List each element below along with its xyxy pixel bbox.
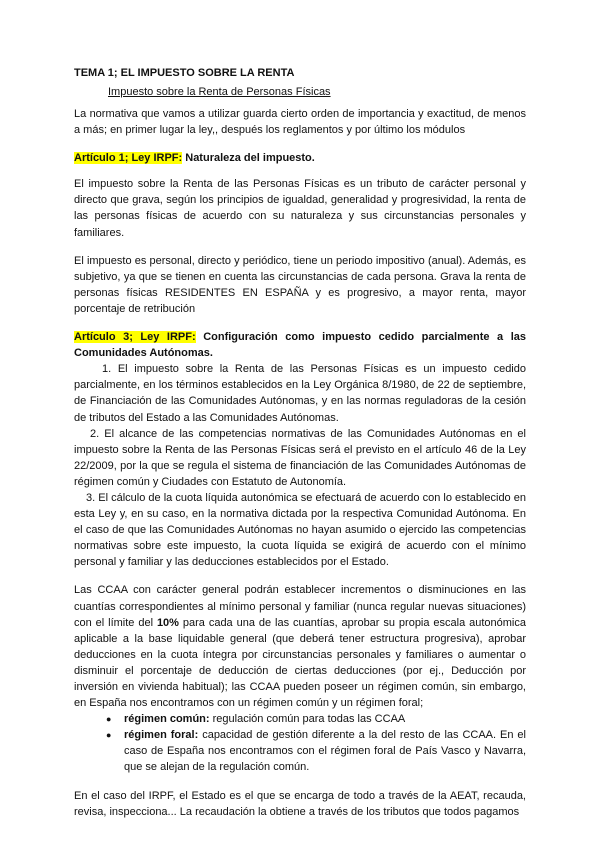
regime-list bbox=[74, 711, 526, 775]
ccaa-text-pre: Las CCAA con carácter general podrán establecer incrementos o disminuciones en las cuantías correspondientes al mínimo personal y familiar (nunca regular nuevas situaciones) con el límite del bbox=[74, 584, 526, 629]
article-3-item-1: 1. El impuesto sobre la Renta de las Personas Físicas es un impuesto cedido parcialmente, en los términos establecidos en la Ley Orgánica 8/1980, de 22 de septiembre, de Financiación de las Comunidades Autónomas, y en las normas reguladoras de la cesión de tributos del Estado a las Comunidades Autónomas. bbox=[74, 363, 526, 424]
bullet-dot-icon: ● bbox=[106, 730, 112, 741]
ccaa-text-post: para cada una de las cuantías, aprobar su propia escala autonómica aplicable a la base liquidable general (que deberá tener estructura progresiva), aprobar deducciones en la cuota íntegra por circunstancias personales y familiares o aumentar o disminuir el porcentaje de deducción de ciertas deducciones (por ej., Deducción por inversión en vivienda habitual); las CCAA pueden poseer un régimen común, sin embargo, en España nos encontramos con un régimen común y un régimen foral; bbox=[74, 616, 526, 710]
document-subtitle: Impuesto sobre la Renta de Personas Físicas bbox=[108, 86, 331, 98]
bullet-dot-icon: ● bbox=[106, 714, 112, 725]
closing-paragraph: En el caso del IRPF, el Estado es el que se encarga de todo a través de la AEAT, recauda, revisa, inspecciona... La recaudación la obtiene a través de los tributos que todos pagamos bbox=[74, 789, 526, 818]
article-3-label: Artículo 3; Ley IRPF: bbox=[74, 331, 196, 344]
article-1-paragraph-1: El impuesto sobre la Renta de las Personas Físicas es un tributo de carácter personal y directo que grava, según los principios de igualdad, generalidad y progresividad, la renta de las personas físicas de acuerdo con su naturaleza y sus circunstancias personales y familiares. bbox=[74, 178, 526, 239]
regime-description: capacidad de gestión diferente a la del resto de las CCAA. En el caso de España nos encontramos con el régimen foral de País Vasco y Navarra, que se alejan de la regulación común. bbox=[124, 729, 526, 774]
article-3-heading bbox=[74, 329, 526, 361]
list-item bbox=[106, 711, 526, 727]
list-item bbox=[106, 727, 526, 775]
article-3-item-3: 3. El cálculo de la cuota líquida autonómica se efectuará de acuerdo con lo establecido en esta Ley y, en su caso, en la normativa dictada por la respectiva Comunidad Autónoma. En el caso de que las Comunidades Autónomas no hayan asumido o ejercido las competencias normativas sobre este impuesto, la cuota líquida se exigirá de acuerdo con el mínimo personal y familiar y las deducciones establecidos por el Estado. bbox=[74, 491, 526, 569]
article-1-label: Artículo 1; Ley IRPF: bbox=[74, 152, 183, 165]
regime-description: regulación común para todas las CCAA bbox=[209, 713, 406, 726]
document-title: TEMA 1; EL IMPUESTO SOBRE LA RENTA bbox=[74, 67, 295, 79]
article-1-title: Naturaleza del impuesto. bbox=[182, 152, 315, 165]
regime-term: régimen foral: bbox=[124, 729, 199, 742]
intro-paragraph: La normativa que vamos a utilizar guarda cierto orden de importancia y exactitud, de menos a más; en primer lugar la ley,, después los reglamentos y por último los módulos bbox=[74, 108, 526, 137]
ccaa-paragraph bbox=[74, 582, 526, 711]
article-3-item-2: 2. El alcance de las competencias normativas de las Comunidades Autónomas en el impuesto sobre la Renta de las Personas Físicas será el previsto en el artículo 46 de la Ley 22/2009, por la que se regula el sistema de financiación de las Comunidades Autónomas de régimen común y Ciudades con Estatuto de Autonomía. bbox=[74, 427, 526, 488]
article-1-paragraph-2: El impuesto es personal, directo y periódico, tiene un periodo impositivo (anual). Además, es subjetivo, ya que se tienen en cuenta las circunstancias de cada persona. Grava la renta de personas físicas RESIDENTES EN ESPAÑA y es progresivo, a mayor renta, mayor porcentaje de retribución bbox=[74, 254, 526, 315]
regime-term: régimen común: bbox=[124, 713, 210, 726]
article-3-title: Configuración como impuesto cedido parcialmente a las Comunidades Autónomas. bbox=[74, 331, 526, 360]
ccaa-limit: 10% bbox=[156, 616, 179, 629]
article-1-heading bbox=[74, 150, 526, 166]
